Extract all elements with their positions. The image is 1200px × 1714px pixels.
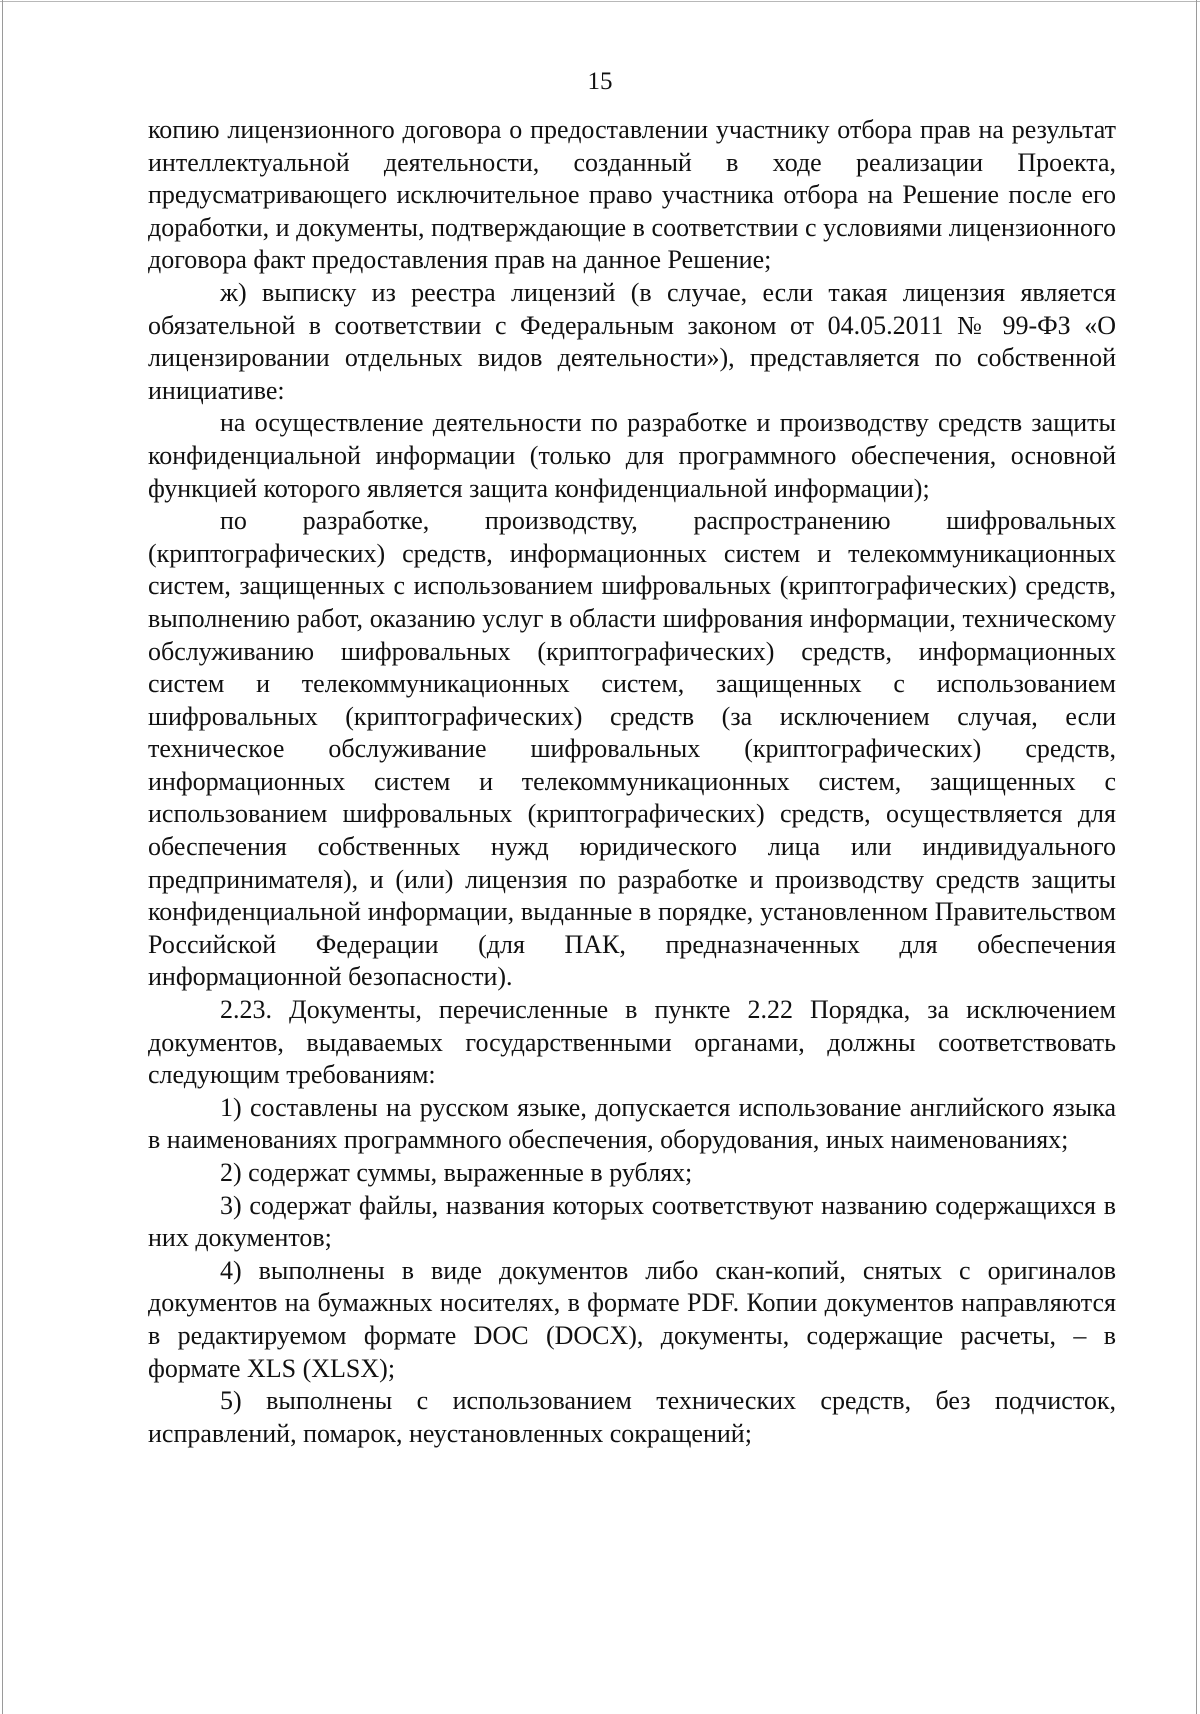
document-body <box>148 114 1116 1450</box>
scan-top-edge <box>0 1 1200 2</box>
requirement-item-1: 1) составлены на русском языке, допускается использование английского языка в наименованиях программного обеспечения, оборудования, иных наименованиях; <box>148 1092 1116 1155</box>
paragraph-cryptographic-means: по разработке, производству, распространению шифровальных (криптографических) средств, информационных систем и телекоммуникационных систем, защищенных с использованием шифровальных (криптографических) средств, выполнению работ, оказанию услуг в области шифрования информации, техническому обслуживанию шифровальных (криптографических) средств, информационных систем и телекоммуникационных систем, защищенных с использованием шифровальных (криптографических) средств (за исключением случая, если техническое обслуживание шифровальных (криптографических) средств, информационных систем и телекоммуникационных систем, защищенных с использованием шифровальных (криптографических) средств, осуществляется для обеспечения собственных нужд юридического лица или индивидуального предпринимателя), и (или) лицензия по разработке и производству средств защиты конфиденциальной информации, выданные в порядке, установленном Правительством Российской Федерации (для ПАК, предназначенных для обеспечения информационной безопасности). <box>148 506 1116 992</box>
paragraph-confidential-info-protection: на осуществление деятельности по разработке и производству средств защиты конфиденциальной информации (только для программного обеспечения, основной функцией которого является защита конфиденциальной информации); <box>148 408 1116 503</box>
paragraph-section-2-23: 2.23. Документы, перечисленные в пункте 2.22 Порядка, за исключением документов, выдаваемых государственными органами, должны соответствовать следующим требованиям: <box>148 995 1116 1090</box>
scan-right-edge <box>1196 0 1197 1714</box>
scan-left-edge <box>2 0 3 1714</box>
requirement-item-2: 2) содержат суммы, выраженные в рублях; <box>220 1158 693 1187</box>
requirement-item-5: 5) выполнены с использованием технических средств, без подчисток, исправлений, помарок, неустановленных сокращений; <box>148 1386 1116 1448</box>
requirement-item-3: 3) содержат файлы, названия которых соответствуют названию содержащихся в них документов; <box>148 1190 1116 1253</box>
paragraph-item-zh-license-registry: ж) выписку из реестра лицензий (в случае, если такая лицензия является обязательной в соответствии с Федеральным законом от 04.05.2011 № 99-ФЗ «О лицензировании отдельных видов деятельности»), представляется по собственной инициативе: <box>148 277 1116 405</box>
paragraph-license-agreement-copy: копию лицензионного договора о предоставлении участнику отбора прав на результат интеллектуальной деятельности, созданный в ходе реализации Проекта, предусматривающего исключительное право участника отбора на Решение после его доработки, и документы, подтверждающие в соответствии с условиями лицензионного договора факт предоставления прав на данное Решение; <box>148 115 1116 275</box>
requirement-item-4: 4) выполнены в виде документов либо скан-копий, снятых с оригиналов документов на бумажных носителях, в формате PDF. Копии документов направляются в редактируемом формате DOC (DOCX), документы, содержащие расчеты, – в формате XLS (XLSX); <box>148 1255 1116 1383</box>
page-number: 15 <box>587 68 613 95</box>
